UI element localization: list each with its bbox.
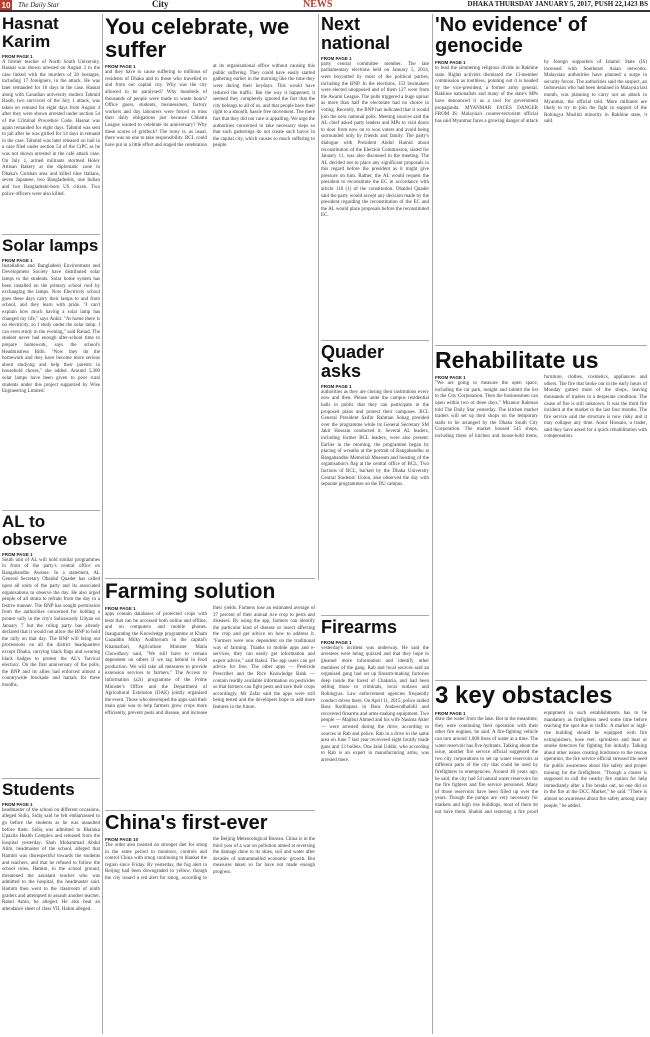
- article-body: and they have to cause suffering to millions of residents of Dhaka and to those who travelled to and from our capital city. Why was the city allowed to be paralysed? Why hundreds of thousands of people were made to waste hours? Office goers, students, businessmen, factory workers and day labourers were forced to miss their daily obligations just because Chhatra League wanted to celebrate its anniversary? Why these scores of gridlock? The irony is, as usual, there was no one to take responsibility. BCL could have put in a little effort and staged the celebration at its organisational office without causing this public suffering. They could have easily started gathering earlier in the morning like the time they were during their heydays. This would have reduced the traffic. But the way it happened, it seemed they completely ignored the fact that the city belongs to all of us, and that people have their right to a smooth, hassle free movement. The mere fact that they did not care is appalling. We urge the authorities concerned to take necessary steps so that such gatherings do not create such havoc in the capital city, which causes so much suffering to people.: [105, 64, 315, 149]
- headline: Firearms: [321, 618, 398, 637]
- section-divider: [2, 234, 100, 235]
- from-page: FROM PAGE 1: [435, 711, 466, 717]
- article-body: authorities as they are closing their institutions every now and then. Please unite the campus residential halls in public that they can participate in the proposed plans and protect their campuses. BCL General President Saifur Rahman Sohag presided over the programme while its General Secretary SM Jakir Hossain conducted it. Several AL leaders, including former BCL leaders, were also present. Earlier in the morning, the programme began by placing of wreaths at the portrait of Bangabandhu at Bangabandhu Memorial Museum and hoisting of the organisation's flag at the central office of BCL. Two factions of BCL, backed by the Dhaka University Central Students' Union, also observed the day with separate programmes on the DU campus.: [321, 389, 429, 488]
- from-page: FROM PAGE 1: [2, 551, 33, 557]
- headline: You celebrate, we suffer: [105, 15, 290, 63]
- headline: Rehabilitate us: [435, 348, 599, 373]
- page-number: 10: [1, 0, 11, 10]
- dateline: DHAKA THURSDAY JANUARY 5, 2017, PUSH 22,1423 BS: [467, 0, 648, 8]
- from-page: FROM PAGE 10: [105, 837, 139, 842]
- from-page: FROM PAGE 1: [2, 53, 33, 59]
- article-china-first-ever: [105, 813, 315, 1034]
- from-page: FROM PAGE 1: [321, 639, 352, 645]
- section-city: City: [152, 0, 169, 9]
- article-firearms: [321, 618, 429, 1034]
- from-page: FROM PAGE 1: [105, 64, 136, 70]
- column-divider: [102, 14, 103, 1034]
- headline: China's first-ever: [105, 813, 268, 834]
- headline: AL to observe: [2, 513, 68, 549]
- headline: Next national: [321, 15, 391, 53]
- article-farming-solution: [105, 581, 315, 808]
- section-divider: [2, 510, 100, 511]
- from-page: FROM PAGE 1: [2, 257, 33, 263]
- article-rehabilitate-us: [435, 348, 647, 678]
- from-page: FROM PAGE 1: [105, 606, 136, 612]
- section-divider: [105, 810, 315, 811]
- masthead-rule: [0, 10, 650, 12]
- from-page: FROM PAGE 1: [435, 60, 466, 65]
- article-solar-lamps: [2, 237, 100, 507]
- article-next-national: [321, 15, 429, 338]
- article-you-celebrate: [105, 15, 315, 576]
- article-body: "We are going to measure the open space, including the car park, tonight and submit the list to the City Corporation. Then the businessmen can open within two or three days," Mizanur Rahman told The Daily Star yesterday. The kitchen market traders will set up their shops on the temporary stalls to be arranged by the Dhaka South City Corporation. The market housed 545 shops, including those of kitchen and house-hold items, furniture, clothes, cosmetics, appliances and others. The fire that broke out in the early hours of Monday gutted most of the shops, leaving thousands of traders in a desperate condition. The cause of fire is still unknown. It was the third fire incident at the market in the last four months. The fire service said the structure is now risky and it may collapse any time. Aouir Hossain, a trader, said they have asked for a quick rehabilitation with compensation.: [435, 375, 647, 440]
- section-divider: [435, 345, 647, 346]
- from-page: FROM PAGE 1: [2, 801, 33, 807]
- article-body: draw the water from the lake. But in the meantime, they were continuing their operation with their other fire engines, he said. A fire-fighting vehicle can turn around 1,000 litres of water at a time. The water reservoir has five hydrants. Talking about the issue, another fire service official suggested the two city corporations to set up water reservoirs at different parts of the city that could be used by firefighters in emergencies. Around 40 years ago, he said, the city had 54 natural water reservoirs for the fire fighters and fire service personnel. Many of those reservoirs have been filled up over the years. Though the pumps are very necessary for markets and high rise buildings, most of them do not have them. Shahid and restoring a fire proof equipment in such establishments has to be mandatory as firefighters need some time before reaching the spot due to traffic. A market or high-rise building should be equipped with fire extinguishers, hose reel, sprinklers and heat or smoke detectors for fighting fire initially. Talking about other issues creating hindrance to the rescue operation, the fire service official stressed the need for public awareness about fire safety and proper training for the firefighters. "Though a cluster is supposed to call the nearby fire station for help immediately after a fire breaks out, no one did so in the fire at the DCC Market," he said. "There is almost no awareness about fire safety among many people," he added.: [435, 711, 647, 815]
- article-body: yesterday's incident was underway. He said the arrestees were being quizzed and that they hope to gleaned more information and identify other members of the gang. Rab and local sources said an organised gang had set up firearm-making factories deep inside the forest of Chakaria, and had been selling those to criminals, local outlaws and Rohingyas. Law enforcement agencies frequently conduct drives there. On April 11, 2015, police raided Bara Kodilapara in Bara Andawndhalidil and recovered firearms and arms-making equipment. Two people — Majibul Ahmed and his wife Nasima Akter — were arrested during the drive, according to sources in Rab and police. Rab in a drive in the same area on June 7 last year recovered eight locally made guns and 13 bullets. One Jalal Uddin, who according to Rab is an expert in manufacturing arms, was arrested there.: [321, 645, 429, 763]
- headline: Quader asks: [321, 343, 385, 381]
- section-divider: [435, 680, 647, 681]
- article-al-to-observe: [2, 513, 100, 775]
- headline: Students: [2, 781, 75, 799]
- article-quader-asks: [321, 343, 429, 613]
- column-divider: [318, 14, 319, 580]
- article-body: South unit of AL will hold similar programmes in front of the party's central office on Bangabandhu Avenue. In a statement, AL General Secretary Obaidul Quader has called upon all units of the party and its associated organisations to observe the day. He also urged people of all strata to refrain from the day in a festive manner. The BNP has sought permission from the authorities concerned for holding a protest rally in the city's Suhrawardy Udyan on January 7 but the ruling party has already declared that it would not allow the BNP to hold the rally on that day. The BNP will bring out processions on all the district headquarters except Dhaka, carrying black flags and wearing black badges to protest the AL's 'farcical election'. On the first anniversary of the polls, the BNP and its allies had enforced almost a countrywide blockade and hartals for three months.: [2, 557, 100, 688]
- article-body: headmaster of the school on different occasions, alleged Sidiq. Sidiq said he felt embarrassed to go before the students as he was assaulted before them. Sidiq was admitted to Bhaluka Upazila Health Complex and released from the hospital yesterday. Shah Mohammad Abdul Alim, headmaster of the school, alleged that Hamim was disrespectful towards the students and teachers, and that he refused to follow the school rules. Hamim, in the school ground, threatened the assistant teacher who was admitted to the hospital, the headmaster said. Hamim then went to the classroom of ninth graders and attempted to assault another teacher, Rahul Amin, he alleged. He also beat an attendance sheet of class VII, Halim alleged.: [2, 807, 100, 912]
- paper-name: The Daily Star: [18, 1, 60, 9]
- column-divider: [432, 14, 433, 1034]
- article-body: to lead the simmering religious divide in Rakhine state. Rights activists dismissed the 13-member commission as toothless, pointing out it is headed by the vice-president, a former army general. Rakhine nationalists and many of the state's MPs have denounced it as a tool for government propaganda. MYANMAR FACES DANGER FROM IS: Malaysia's counter-terrorism official has said Myanmar faces a growing danger of attack by foreign supporters of Islamic State (IS) incensed with Southeast Asian networks. Malaysian authorities have planned a surge in security forces. The authorities said the suspect, an Indonesian who had been detained in Malaysia last month, was planning to carry out an attack in Myanmar, the official told. More militants are likely to try to join the fight in support of the Rohingya Muslim minority in Rakhine state, it said.: [435, 60, 647, 125]
- section-news: NEWS: [303, 0, 333, 10]
- from-page: FROM PAGE 1: [435, 375, 466, 381]
- headline: Solar lamps: [2, 237, 99, 255]
- from-page: FROM PAGE 1: [321, 55, 352, 61]
- article-body: The order also insisted on stronger diet for smog in the same period to monitors, controls and control China with smog continuing to blanket the region since Friday. By yesterday, the fog alert in Beijing had been downgraded to yellow, though the city issued a red alert for smog, according to the Beijing Meteorological Bureau. China is in the third year of a war on pollution aimed at reversing the damage done to its skies, soil and water after decades of untrammelled economic growth. But measures taken so far have not made enough progress.: [105, 837, 315, 881]
- headline: 'No evidence' of genocide: [435, 15, 587, 57]
- article-hasnat-karim: [2, 15, 100, 232]
- headline: Hasnat Karim: [2, 15, 59, 51]
- section-divider: [2, 778, 100, 779]
- article-body: A former teacher of North South University, Hasnat was shown arrested on August 3 in the case linked with the murders of 20 hostages, including 17 foreigners, in the attack. He was later remanded for 16 days in the case. Hasnat along with Canadian university student Tahmid Hasib, two survivors of the July 1 attack, was taken on remand for eight days from August 4 after they were shown arrested under section 54 of the Criminal Procedure Code. Hasnat was again remanded for eight days. Tahmid was sent to jail after he was grilled for 14 days in remand in the case. Tahmid was later released on bail in a case filed under section 54 of the CrPC as he was not shown arrested in the café attack case. On July 1, armed militants stormed Holey Artisan Bakery at the diplomatic zone in Dhaka's Gulshan area and killed nine Italians, seven Japanese, two Bangladeshis, one Indian and two Bangladeshi-born US citizen. Two police officers were also killed.: [2, 59, 100, 197]
- article-body: party central committee member. The late parliamentary elections held on January 5, 2014, were boycotted by most of the political parties, including the BNP. In the elections, 153 lawmakers were elected unopposed and of them 127 were from the Awami League. The polls triggered a huge uproar as more than half the electorate had no choice in voting. Recently, the BNP has indicated that it would join the next national polls. Meeting sources said the AL chief asked party leaders and MPs to visit doors to door from now on to woo voters and avoid being surrounded only by friends and family. The party's dialogue with President Abdul Hamid about reconstitution of the Election Commission, slated for January 11, was also discussed in the meeting. The AL decided not to place any significant proposals in this regard before the president as it might give pressure on him. Rather, the AL would request the president to reconstitute the EC in accordance with article 118 (1) of the constitution. Obaidul Quader said the party would accept any decision made by the president regarding the reconstitution of the EC and the AL would place proposals before the reconstituted EC.: [321, 61, 429, 219]
- section-divider: [105, 578, 315, 579]
- headline: Farming solution: [105, 581, 276, 603]
- article-body: Installation and Bangladesh Environment and Development Society have distributed solar lamps to the students. Solar home system has been installed on the primary school roof by exchanging the lamps. Now Electricity school goes these days carry their lamps to and from school, and they learn with pride. "I can't explain how much having a solar lamp has changed my life," says Ankit. "At home there is no electricity, so I study under the solar lamp. I can even study in the evening," said Rahad. The student never had enough after-school time to prepare homework, says the school's Headmistress Bithi. "Now they do the homework and they have become more serious about studying and help their parents in household chores," she added. Around 5,300 solar lamps have been given to poor rural students under this project supported by Wise Engineering Limited.: [2, 263, 100, 395]
- section-divider: [321, 340, 429, 341]
- article-no-evidence-genocide: [435, 15, 647, 343]
- from-page: FROM PAGE 1: [321, 383, 352, 389]
- article-students: [2, 781, 100, 1034]
- section-divider: [321, 615, 429, 616]
- article-body: apps contain databases of protected crops with tests that can be accessed both online and offline, and on computers and mobile phones. Inaugurating the Knowledge programme at Kham Gazaddin Milky Auditorium in the capital's Khamarbari, Agriculture Minister Matia Chowdhury said, "We still have to remain dependent on others if we lag behind in food production. We will take all measures to provide extension services to farmers." The Access to Information (a2i) programme of the Prime Minister's Office and the Department of Agricultural Extension (DAE) jointly organised the event. Those who developed the apps said their main goal was to help farmers grow crops more efficiently, prevent pests and disease, and increase their yields. Farmers lose an estimated average of 37 percent of their annual rice crop to pests and diseases. By using the app, farmers can identify the particular kind of disease or insect affecting the crop and get advice on how to address it. "Farmers were now dependent on the traditional way of farming. Thanks to mobile apps and e-services, they can easily get information and expert advice," said Bakul. The app users can get advice for free. The other apps — Pesticide Prescriber and the Rice Knowledge Bank — contain readily available information on pesticides so that farmers can fight pests and save their crops accordingly. Mr Zafar said the apps were still being tested and the developers hope to add more features in the future.: [105, 606, 315, 716]
- article-3-key-obstacles: [435, 683, 647, 1034]
- headline: 3 key obstacles: [435, 683, 613, 709]
